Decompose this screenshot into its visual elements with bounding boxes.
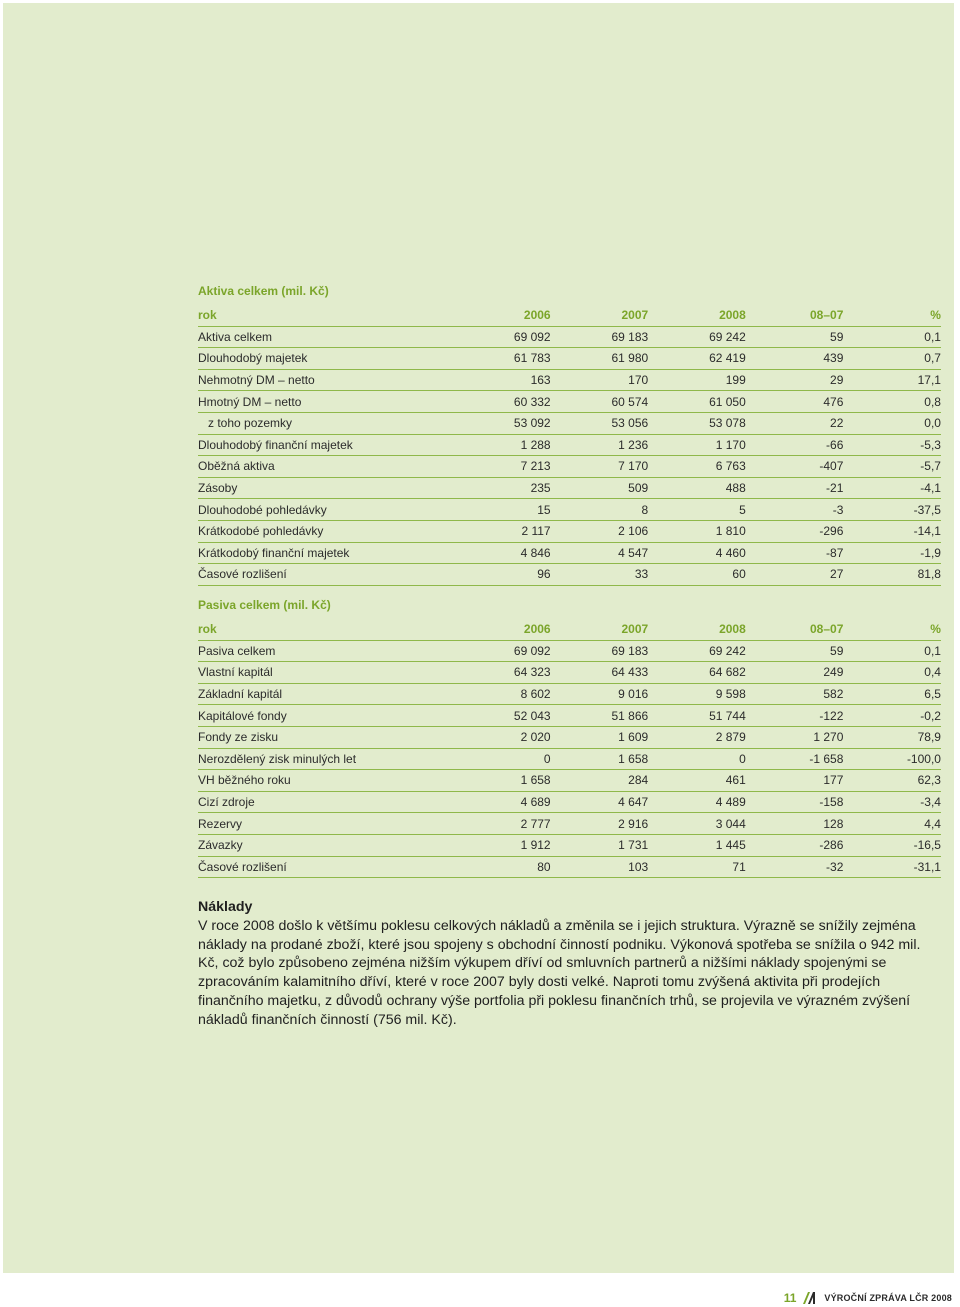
row-value: -296 (746, 520, 844, 542)
assets-section (198, 283, 941, 586)
row-value: 59 (746, 326, 844, 348)
row-value: 29 (746, 369, 844, 391)
row-value: -66 (746, 434, 844, 456)
row-value: -5,3 (843, 434, 941, 456)
liabilities-table-title: Pasiva celkem (mil. Kč) (198, 598, 331, 612)
row-value: -122 (746, 705, 844, 727)
table-row (198, 456, 941, 478)
row-value: 6,5 (843, 683, 941, 705)
row-label: Závazky (198, 834, 453, 856)
assets-table-title: Aktiva celkem (mil. Kč) (198, 284, 329, 298)
column-header: 08–07 (746, 619, 844, 640)
row-value: 22 (746, 412, 844, 434)
row-value: 509 (551, 477, 649, 499)
row-value: 488 (648, 477, 746, 499)
row-value: 59 (746, 640, 844, 662)
row-value: -32 (746, 856, 844, 878)
table-row (198, 434, 941, 456)
row-value: 64 323 (453, 662, 551, 684)
row-value: -1 658 (746, 748, 844, 770)
row-value: 9 598 (648, 683, 746, 705)
row-value: -21 (746, 477, 844, 499)
row-value: 64 682 (648, 662, 746, 684)
row-label: z toho pozemky (198, 412, 453, 434)
row-value: 0,8 (843, 391, 941, 413)
row-value: 0,7 (843, 348, 941, 370)
row-value: 0,1 (843, 326, 941, 348)
row-value: 81,8 (843, 564, 941, 586)
row-value: -3,4 (843, 791, 941, 813)
liabilities-table (198, 619, 941, 878)
column-header: 2006 (453, 305, 551, 326)
row-label: Dlouhodobý finanční majetek (198, 434, 453, 456)
row-value: 4 547 (551, 542, 649, 564)
row-value: -158 (746, 791, 844, 813)
row-value: 61 050 (648, 391, 746, 413)
table-row (198, 856, 941, 878)
table-row (198, 726, 941, 748)
table-row (198, 564, 941, 586)
row-value: 53 078 (648, 412, 746, 434)
row-value: 163 (453, 369, 551, 391)
row-value: 9 016 (551, 683, 649, 705)
row-label: Dlouhodobý majetek (198, 348, 453, 370)
row-label: Dlouhodobé pohledávky (198, 499, 453, 521)
row-value: 78,9 (843, 726, 941, 748)
column-header: 2006 (453, 619, 551, 640)
row-value: 1 288 (453, 434, 551, 456)
row-value: 2 916 (551, 813, 649, 835)
page-number: 11 (783, 1291, 797, 1305)
row-value: 7 170 (551, 456, 649, 478)
row-value: -16,5 (843, 834, 941, 856)
row-value: 69 092 (453, 640, 551, 662)
row-value: 7 213 (453, 456, 551, 478)
table-row (198, 662, 941, 684)
row-value: 2 020 (453, 726, 551, 748)
row-value: 284 (551, 770, 649, 792)
lcr-logo-icon (802, 1291, 818, 1305)
row-label: Časové rozlišení (198, 564, 453, 586)
table-row (198, 326, 941, 348)
row-value: 1 912 (453, 834, 551, 856)
column-header: 08–07 (746, 305, 844, 326)
row-value: 199 (648, 369, 746, 391)
row-label: Oběžná aktiva (198, 456, 453, 478)
table-row (198, 640, 941, 662)
row-value: 1 658 (551, 748, 649, 770)
row-label: Nerozdělený zisk minulých let (198, 748, 453, 770)
row-value: 60 (648, 564, 746, 586)
header-row (198, 619, 941, 640)
table-row (198, 412, 941, 434)
table-row (198, 369, 941, 391)
row-value: -14,1 (843, 520, 941, 542)
row-value: 2 117 (453, 520, 551, 542)
costs-paragraph: V roce 2008 došlo k většímu poklesu celkových nákladů a změnila se i jejich struktura. Výrazně se snížily zejména náklady na prodané zboží, které jsou spojeny s obchodní činností podniku. Výkonová spotřeba se snížila o 942 mil. Kč, což bylo způsobeno zejména nižším výkupem dříví od smluvních partnerů a nižšími náklady spojenými se zpracováním kalamitního dříví, které v roce 2007 byly dosti velké. Naproti tomu zvýšená aktivita při prodejích finančního majetku, z důvodů ochrany výše portfolia při poklesu finančních trhů, se projevila ve výrazném zvýšení nákladů finančních činností (756 mil. Kč). (198, 917, 921, 1028)
row-value: 1 445 (648, 834, 746, 856)
column-header: 2007 (551, 305, 649, 326)
row-value: 1 236 (551, 434, 649, 456)
row-label: VH běžného roku (198, 770, 453, 792)
row-value: 235 (453, 477, 551, 499)
row-value: 51 866 (551, 705, 649, 727)
table-row (198, 348, 941, 370)
row-value: 60 574 (551, 391, 649, 413)
liabilities-section (198, 597, 941, 878)
table-row (198, 683, 941, 705)
row-value: 4 647 (551, 791, 649, 813)
column-header: 2008 (648, 305, 746, 326)
row-value: -100,0 (843, 748, 941, 770)
column-header: rok (198, 305, 453, 326)
row-value: 1 658 (453, 770, 551, 792)
row-value: -0,2 (843, 705, 941, 727)
table-row (198, 791, 941, 813)
page-footer (784, 1289, 952, 1307)
column-header: 2008 (648, 619, 746, 640)
row-value: 62 419 (648, 348, 746, 370)
row-value: 2 106 (551, 520, 649, 542)
table-row (198, 477, 941, 499)
row-value: 1 731 (551, 834, 649, 856)
row-label: Aktiva celkem (198, 326, 453, 348)
row-value: 439 (746, 348, 844, 370)
row-value: 69 183 (551, 326, 649, 348)
row-label: Zásoby (198, 477, 453, 499)
table-row (198, 770, 941, 792)
row-value: 103 (551, 856, 649, 878)
costs-section (198, 898, 933, 1030)
row-value: 69 242 (648, 640, 746, 662)
column-header: % (843, 619, 941, 640)
row-value: 476 (746, 391, 844, 413)
row-value: 53 056 (551, 412, 649, 434)
header-row (198, 305, 941, 326)
row-value: 60 332 (453, 391, 551, 413)
row-value: 61 980 (551, 348, 649, 370)
row-value: 0,4 (843, 662, 941, 684)
row-value: 15 (453, 499, 551, 521)
row-label: Základní kapitál (198, 683, 453, 705)
report-title: VÝROČNÍ ZPRÁVA LČR 2008 (824, 1293, 952, 1303)
row-value: 582 (746, 683, 844, 705)
row-value: 177 (746, 770, 844, 792)
row-value: 6 763 (648, 456, 746, 478)
row-value: 0 (453, 748, 551, 770)
row-label: Krátkodobý finanční majetek (198, 542, 453, 564)
row-value: 61 783 (453, 348, 551, 370)
row-value: 69 092 (453, 326, 551, 348)
row-value: -286 (746, 834, 844, 856)
row-value: 1 609 (551, 726, 649, 748)
row-value: 1 170 (648, 434, 746, 456)
row-value: 62,3 (843, 770, 941, 792)
row-label: Kapitálové fondy (198, 705, 453, 727)
row-value: -407 (746, 456, 844, 478)
row-value: 51 744 (648, 705, 746, 727)
row-value: 80 (453, 856, 551, 878)
column-header: % (843, 305, 941, 326)
row-value: 5 (648, 499, 746, 521)
table-row (198, 705, 941, 727)
row-value: 4 460 (648, 542, 746, 564)
column-header: rok (198, 619, 453, 640)
row-value: 4 489 (648, 791, 746, 813)
row-value: 69 242 (648, 326, 746, 348)
row-value: 64 433 (551, 662, 649, 684)
row-value: 33 (551, 564, 649, 586)
row-value: 0 (648, 748, 746, 770)
row-value: 1 270 (746, 726, 844, 748)
table-row (198, 542, 941, 564)
row-value: 2 879 (648, 726, 746, 748)
row-value: -87 (746, 542, 844, 564)
row-value: 170 (551, 369, 649, 391)
row-value: 69 183 (551, 640, 649, 662)
row-value: 0,1 (843, 640, 941, 662)
costs-heading: Náklady (198, 899, 253, 915)
row-value: 4 689 (453, 791, 551, 813)
table-row (198, 834, 941, 856)
row-value: 461 (648, 770, 746, 792)
row-value: 71 (648, 856, 746, 878)
row-label: Cizí zdroje (198, 791, 453, 813)
row-value: -5,7 (843, 456, 941, 478)
assets-table (198, 305, 941, 586)
row-value: -31,1 (843, 856, 941, 878)
row-value: 8 (551, 499, 649, 521)
row-value: 17,1 (843, 369, 941, 391)
row-label: Vlastní kapitál (198, 662, 453, 684)
row-label: Krátkodobé pohledávky (198, 520, 453, 542)
row-label: Časové rozlišení (198, 856, 453, 878)
row-value: 4,4 (843, 813, 941, 835)
row-value: -1,9 (843, 542, 941, 564)
row-label: Rezervy (198, 813, 453, 835)
row-value: 128 (746, 813, 844, 835)
table-row (198, 520, 941, 542)
table-row (198, 748, 941, 770)
row-value: 52 043 (453, 705, 551, 727)
row-label: Fondy ze zisku (198, 726, 453, 748)
row-value: 249 (746, 662, 844, 684)
row-value: -4,1 (843, 477, 941, 499)
row-value: 8 602 (453, 683, 551, 705)
table-row (198, 813, 941, 835)
row-value: 0,0 (843, 412, 941, 434)
row-value: 1 810 (648, 520, 746, 542)
table-row (198, 499, 941, 521)
row-label: Nehmotný DM – netto (198, 369, 453, 391)
row-value: 53 092 (453, 412, 551, 434)
row-value: 4 846 (453, 542, 551, 564)
row-value: -37,5 (843, 499, 941, 521)
row-value: -3 (746, 499, 844, 521)
row-value: 3 044 (648, 813, 746, 835)
row-label: Hmotný DM – netto (198, 391, 453, 413)
row-value: 2 777 (453, 813, 551, 835)
row-value: 27 (746, 564, 844, 586)
row-value: 96 (453, 564, 551, 586)
table-row (198, 391, 941, 413)
row-label: Pasiva celkem (198, 640, 453, 662)
column-header: 2007 (551, 619, 649, 640)
